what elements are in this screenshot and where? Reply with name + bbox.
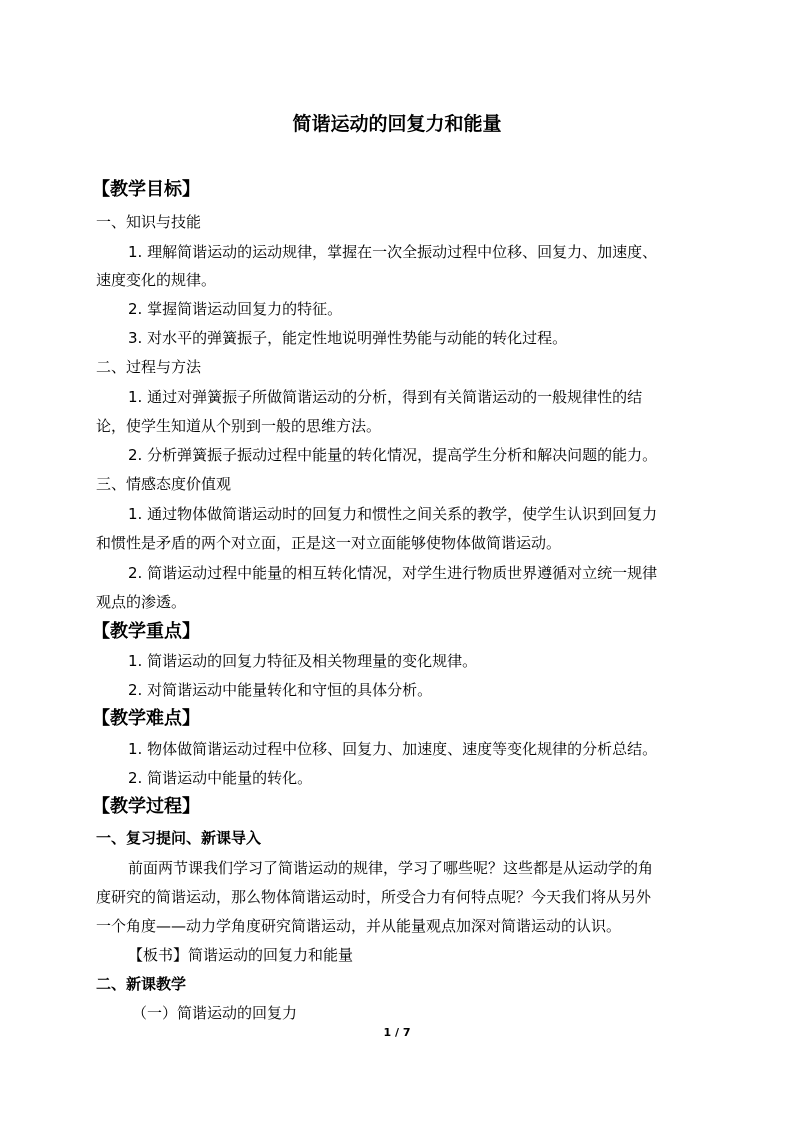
key-points-heading: 【教学重点】 xyxy=(92,621,200,642)
process-item-1b: 论，使学生知道从个别到一般的思维方法。 xyxy=(96,417,382,435)
review-paragraph-line-2: 度研究的简谐运动，那么物体简谐运动时，所受合力有何特点呢？今天我们将从另外 xyxy=(96,888,652,906)
emotion-heading: 三、情感态度价值观 xyxy=(96,475,232,493)
emotion-item-2a: 2. 简谐运动过程中能量的相互转化情况，对学生进行物质世界遵循对立统一规律 xyxy=(128,564,658,582)
goals-heading: 【教学目标】 xyxy=(92,179,200,200)
process-item-1a: 1. 通过对弹簧振子所做简谐运动的分析，得到有关简谐运动的一般规律性的结 xyxy=(128,388,643,406)
board-note: 【板书】简谐运动的回复力和能量 xyxy=(128,946,354,964)
knowledge-item-1b: 速度变化的规律。 xyxy=(96,271,217,289)
review-paragraph-line-1: 前面两节课我们学习了简谐运动的规律，学习了哪些呢？这些都是从运动学的角 xyxy=(128,859,654,877)
knowledge-item-3: 3. 对水平的弹簧振子，能定性地说明弹性势能与动能的转化过程。 xyxy=(128,329,568,347)
knowledge-item-2: 2. 掌握简谐运动回复力的特征。 xyxy=(128,300,343,318)
teaching-process-heading: 【教学过程】 xyxy=(92,796,200,817)
page-title: 简谐运动的回复力和能量 xyxy=(292,113,502,135)
difficulty-item-2: 2. 简谐运动中能量的转化。 xyxy=(128,769,313,787)
review-paragraph-line-3: 一个角度——动力学角度研究简谐运动，并从能量观点加深对简谐运动的认识。 xyxy=(96,917,622,935)
subsection-heading: （一）简谐运动的回复力 xyxy=(132,1004,298,1022)
emotion-item-1a: 1. 通过物体做简谐运动时的回复力和惯性之间关系的教学，使学生认识到回复力 xyxy=(128,505,658,523)
emotion-item-2b: 观点的渗透。 xyxy=(96,593,187,611)
difficulty-item-1: 1. 物体做简谐运动过程中位移、回复力、加速度、速度等变化规律的分析总结。 xyxy=(128,740,658,758)
knowledge-heading: 一、知识与技能 xyxy=(96,213,202,231)
difficulty-heading: 【教学难点】 xyxy=(92,708,200,729)
emotion-item-1b: 和惯性是矛盾的两个对立面，正是这一对立面能够使物体做简谐运动。 xyxy=(96,534,562,552)
page-number: 1 / 7 xyxy=(383,1026,411,1039)
new-lesson-heading: 二、新课教学 xyxy=(96,975,187,993)
knowledge-item-1a: 1. 理解简谐运动的运动规律，掌握在一次全振动过程中位移、回复力、加速度、 xyxy=(128,243,658,261)
key-point-2: 2. 对简谐运动中能量转化和守恒的具体分析。 xyxy=(128,681,433,699)
review-heading: 一、复习提问、新课导入 xyxy=(96,829,262,847)
process-heading: 二、过程与方法 xyxy=(96,358,202,376)
key-point-1: 1. 简谐运动的回复力特征及相关物理量的变化规律。 xyxy=(128,652,478,670)
process-item-2: 2. 分析弹簧振子振动过程中能量的转化情况，提高学生分析和解决问题的能力。 xyxy=(128,446,658,464)
